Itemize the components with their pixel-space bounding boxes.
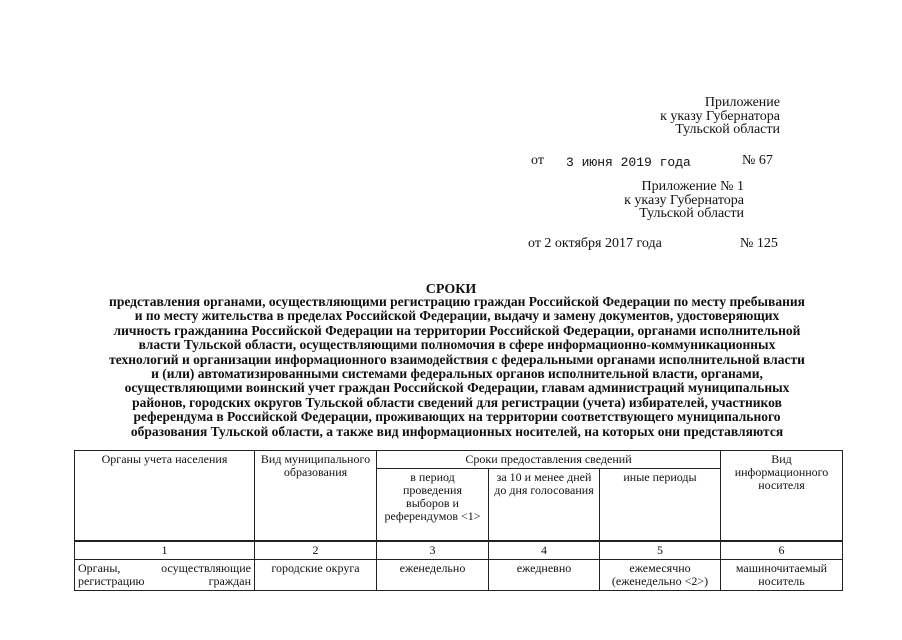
decree-from-label: от: [531, 153, 544, 168]
subheader-ten-days: за 10 и менее дней до дня голосования: [489, 469, 600, 541]
subtitle-line: и (или) автоматизированными системами федеральных органов исполнительной власти, органами,: [151, 366, 763, 382]
column-number: 5: [600, 541, 721, 560]
subtitle-line: власти Тульской области, осуществляющими полномочия в сфере информационно-коммуникационных: [138, 337, 776, 353]
cell-organ: Органы, осуществляющие регистрацию граждан: [75, 559, 255, 590]
subtitle-line: референдума в Российской Федерации, проживающих на территории соответствующего муниципального: [133, 409, 781, 425]
column-number: 2: [255, 541, 377, 560]
column-number: 6: [721, 541, 843, 560]
subheader-other-periods: иные периоды: [600, 469, 721, 541]
document-subtitle: [72, 295, 842, 439]
decree-number: № 67: [742, 153, 773, 168]
appendix-line: Тульской области: [639, 206, 744, 221]
column-number: 4: [489, 541, 600, 560]
appendix-line: к указу Губернатора: [624, 192, 744, 208]
header-organs: Органы учета населения: [75, 451, 255, 541]
header-medium: Вид информационного носителя: [721, 451, 843, 541]
subtitle-line: представления органами, осуществляющими регистрацию граждан Российской Федерации по месту пребывания: [109, 294, 805, 309]
header-municipality-type: Вид муниципального образования: [255, 451, 377, 541]
column-number: 1: [75, 541, 255, 560]
cell-medium: машиночитаемый носитель: [721, 559, 843, 590]
decree-date: 3 июня 2019 года: [566, 155, 691, 170]
subtitle-line: технологий и организации информационного взаимодействия с федеральными органами исполнительной власти: [109, 351, 805, 367]
appendix-header: [560, 96, 780, 137]
subtitle-line: осуществляющими воинский учет граждан Российской Федерации, главам администраций муниципальных: [124, 380, 790, 396]
appendix-line: Приложение № 1: [641, 179, 744, 194]
cell-municipality-type: городские округа: [255, 559, 377, 590]
original-number: № 125: [740, 236, 778, 251]
header-deadlines-group: Сроки предоставления сведений: [377, 451, 721, 469]
deadlines-table: [74, 450, 843, 591]
table-row: [75, 559, 843, 590]
subheader-election-period: в период проведения выборов и референдумов <1>: [377, 469, 489, 541]
subtitle-line: районов, городских округов Тульской области сведений для регистрации (учета) избирателей, участников: [132, 394, 782, 410]
appendix-sub-header: [560, 180, 744, 221]
table-number-row: [75, 541, 843, 560]
cell-election-period: еженедельно: [377, 559, 489, 590]
document-title: СРОКИ: [425, 282, 477, 297]
cell-ten-days: ежедневно: [489, 559, 600, 590]
appendix-line: к указу Губернатора: [660, 108, 780, 124]
subtitle-line: личность гражданина Российской Федерации на территории Российской Федерации, органами исполнительной: [113, 322, 801, 338]
subtitle-line: и по месту жительства в пределах Российской Федерации, выдачу и замену документов, удостоверяющих: [134, 308, 780, 324]
original-date: от 2 октября 2017 года: [528, 236, 662, 251]
cell-other-periods: ежемесячно (еженедельно <2>): [600, 559, 721, 590]
appendix-line: Приложение: [704, 95, 780, 110]
table-header-row: [75, 451, 843, 469]
subtitle-line: образования Тульской области, а также вид информационных носителей, на которых они представляются: [130, 423, 784, 439]
appendix-line: Тульской области: [675, 122, 780, 137]
column-number: 3: [377, 541, 489, 560]
